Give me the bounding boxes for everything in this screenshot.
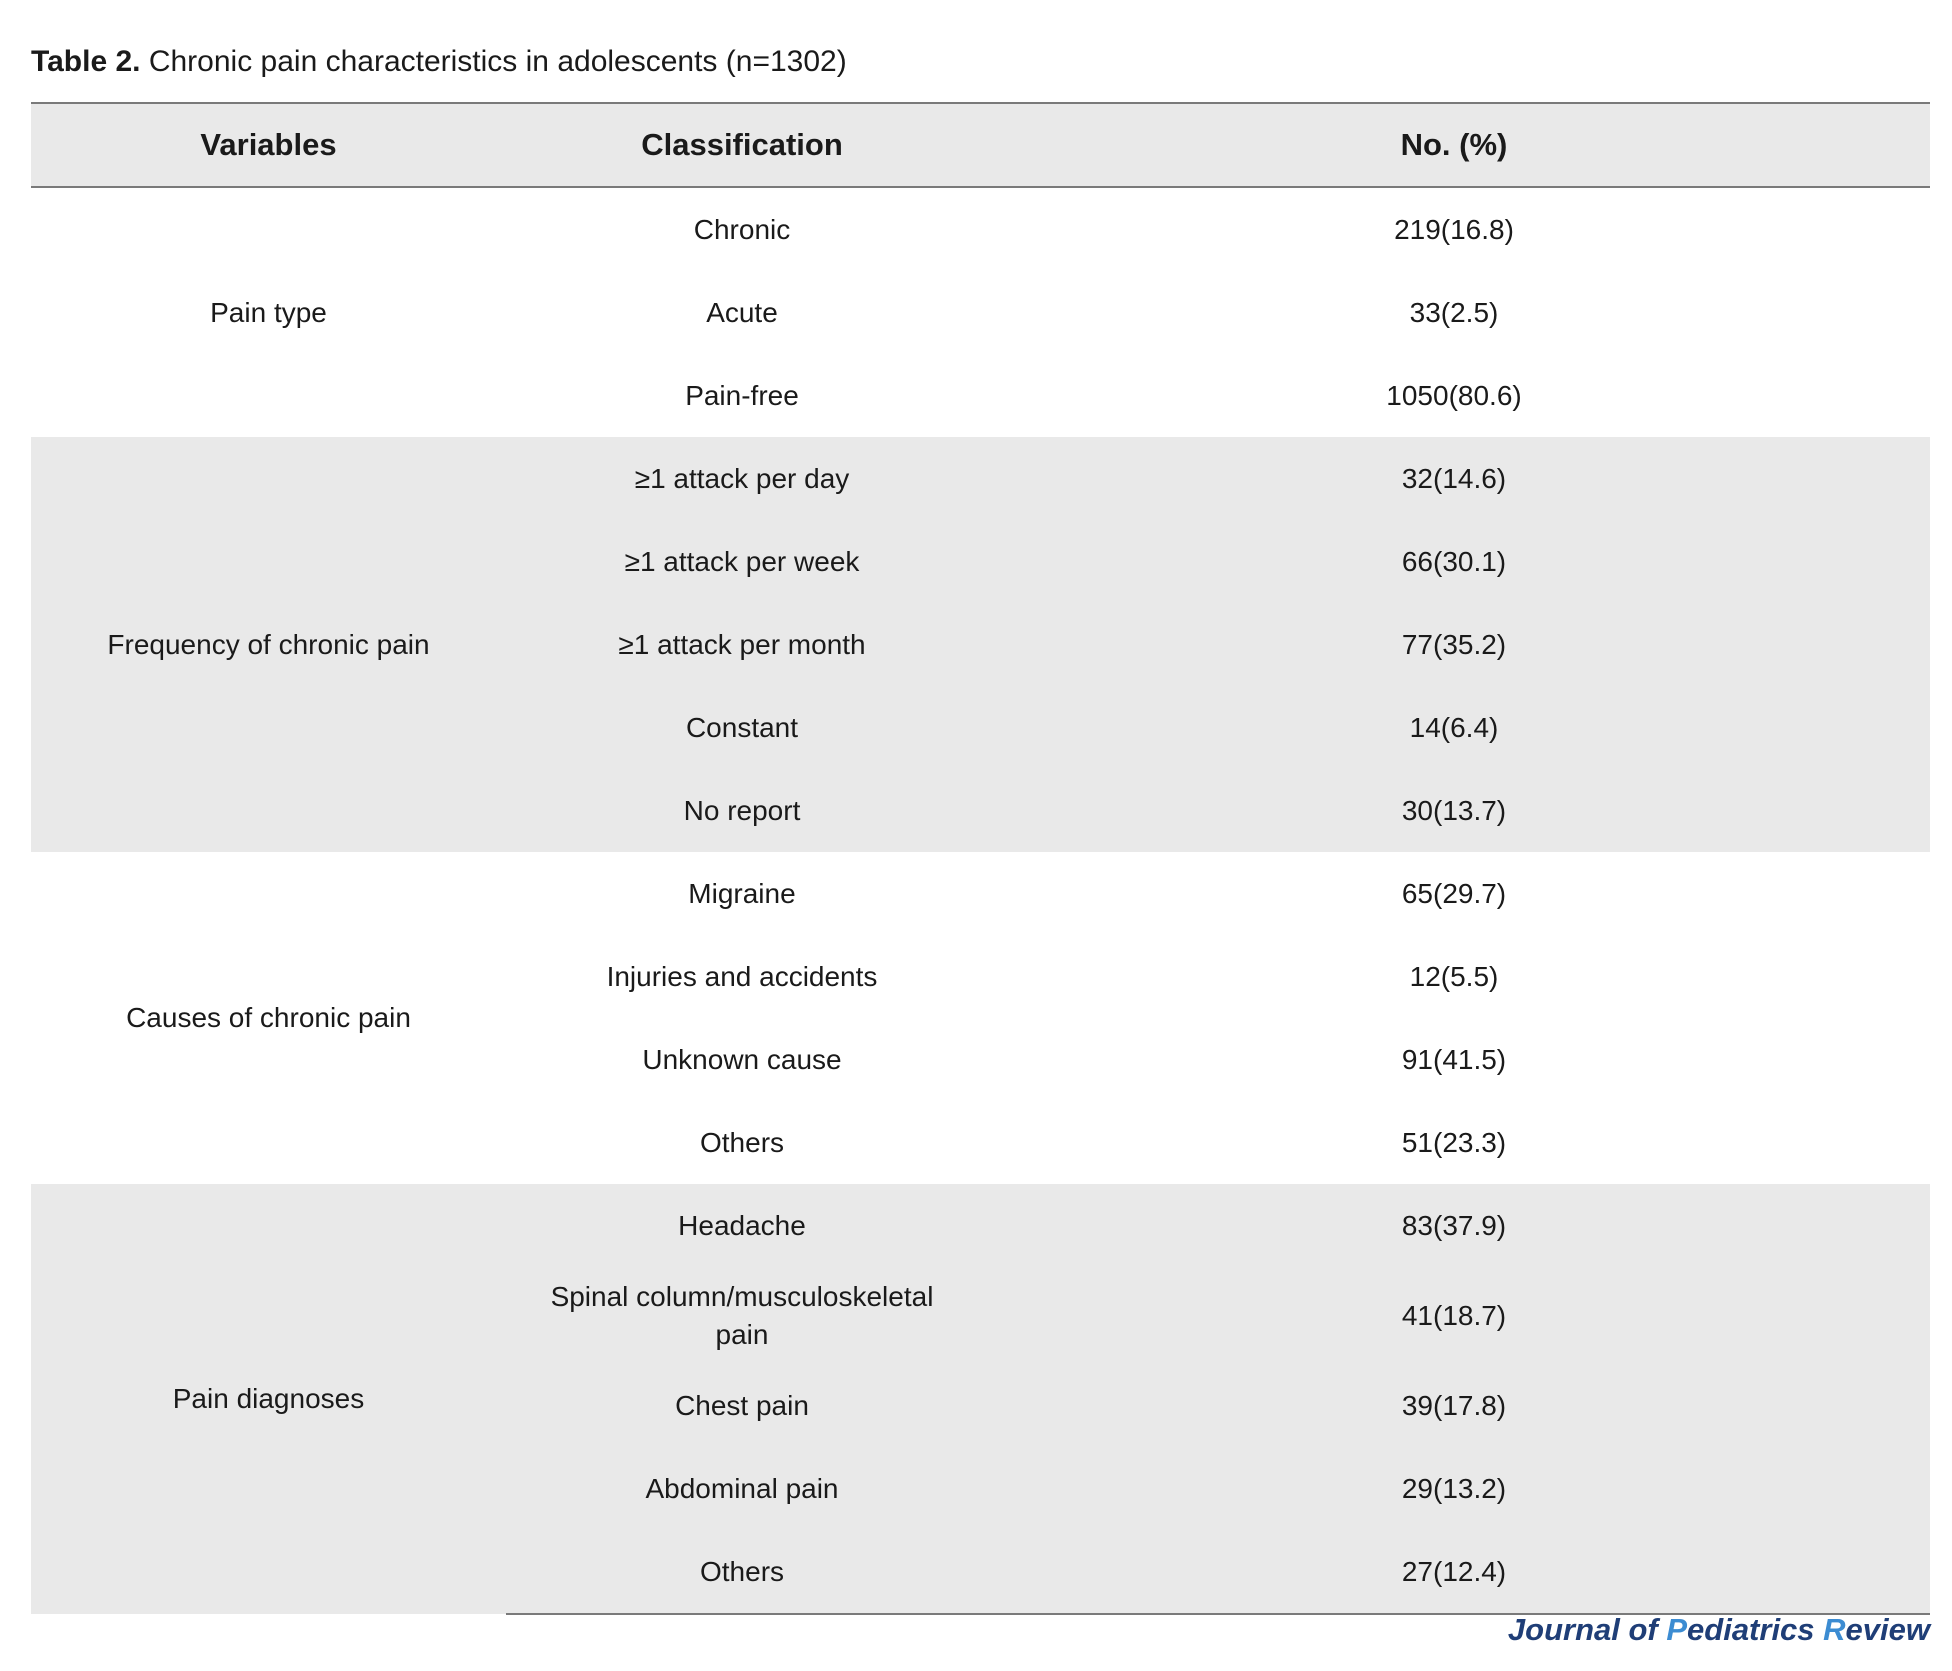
group-causes <box>31 852 1930 1184</box>
value-cell: 1050(80.6) <box>1386 379 1522 411</box>
value-cell: 41(18.7) <box>978 1267 1930 1364</box>
journal-name-highlight: R <box>1823 1612 1846 1647</box>
classification-cell: ≥1 attack per week <box>506 520 978 603</box>
value-cell: 77(35.2) <box>978 603 1930 686</box>
value-cell: 65(29.7) <box>1401 877 1507 909</box>
value-cell: 30(13.7) <box>978 769 1930 852</box>
variable-cell: Causes of chronic pain <box>126 1002 411 1033</box>
classification-cell: Spinal column/musculoskeletal pain <box>506 1267 978 1364</box>
classification-cell: Injuries and accidents <box>606 960 878 992</box>
pain-characteristics-table <box>31 102 1930 1615</box>
journal-name-highlight: P <box>1666 1612 1688 1647</box>
value-cell: 83(37.9) <box>978 1184 1930 1267</box>
journal-name-part: eview <box>1845 1612 1930 1647</box>
value-cell: 66(30.1) <box>978 520 1930 603</box>
table-row <box>31 852 1930 935</box>
journal-name-part: ediatrics <box>1687 1612 1824 1647</box>
header-no-percent: No. (%) <box>978 103 1930 187</box>
classification-cell: Others <box>506 1530 978 1614</box>
variable-cell: Pain type <box>210 296 327 328</box>
value-cell: 14(6.4) <box>978 686 1930 769</box>
classification-cell: Others <box>699 1126 785 1158</box>
classification-cell: Migraine <box>688 877 796 909</box>
header-classification: Classification <box>506 103 978 187</box>
value-cell: 33(2.5) <box>1409 296 1499 328</box>
classification-cell: Chronic <box>693 213 791 245</box>
table-header <box>31 103 1930 187</box>
group-frequency <box>31 437 1930 852</box>
value-cell: 51(23.3) <box>1401 1126 1507 1158</box>
classification-cell: ≥1 attack per day <box>506 437 978 520</box>
variable-cell: Pain diagnoses <box>31 1184 506 1614</box>
value-cell: 29(13.2) <box>978 1447 1930 1530</box>
classification-cell: No report <box>506 769 978 852</box>
table-caption-label: Table 2. <box>31 45 141 78</box>
value-cell: 219(16.8) <box>1394 213 1514 245</box>
value-cell: 12(5.5) <box>1409 960 1499 992</box>
classification-cell: Abdominal pain <box>506 1447 978 1530</box>
value-cell: 91(41.5) <box>1401 1043 1507 1075</box>
header-row <box>31 103 1930 187</box>
table-caption <box>31 40 847 84</box>
journal-name <box>1508 1612 1930 1648</box>
value-cell: 27(12.4) <box>978 1530 1930 1614</box>
variable-cell: Frequency of chronic pain <box>31 437 506 852</box>
value-cell: 32(14.6) <box>978 437 1930 520</box>
table-row <box>31 187 1930 271</box>
group-pain-type <box>31 187 1930 437</box>
value-cell: 39(17.8) <box>978 1364 1930 1447</box>
classification-cell: Headache <box>506 1184 978 1267</box>
classification-cell: Pain-free <box>685 379 799 411</box>
classification-cell: Chest pain <box>506 1364 978 1447</box>
table-row <box>31 437 1930 520</box>
classification-cell: Unknown cause <box>642 1043 842 1075</box>
classification-cell: ≥1 attack per month <box>506 603 978 686</box>
header-variables: Variables <box>31 103 506 187</box>
journal-name-part: Journal of <box>1507 1612 1667 1647</box>
classification-cell: Acute <box>706 296 778 328</box>
table-row <box>31 1184 1930 1267</box>
classification-cell: Constant <box>506 686 978 769</box>
table-caption-text: Chronic pain characteristics in adolescents (n=1302) <box>148 45 847 78</box>
group-diagnoses <box>31 1184 1930 1614</box>
